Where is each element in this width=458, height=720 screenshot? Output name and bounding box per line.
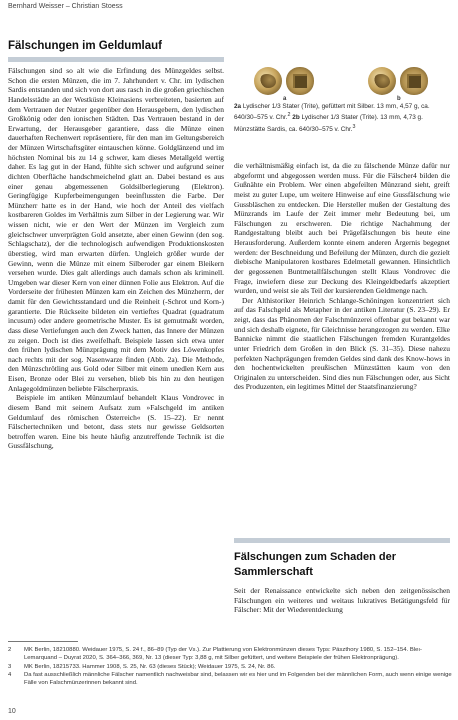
- section-bar: [234, 538, 450, 543]
- coin-image-a-obverse: [254, 67, 282, 95]
- section-title: Fälschungen im Geldumlauf: [8, 40, 162, 52]
- footnotes: [8, 646, 452, 687]
- caption-footnote-ref: 3: [352, 123, 356, 130]
- paragraph: Fälschungen sind so alt wie die Erfindung des Münzgeldes selbst. Schon die ersten Münzen, die im 7. Jahrhundert v. Chr. im lydischen Sardis entstanden und sich von dort aus rasch in die großen griechischen Handelsstädte an der Westküste Kleinasiens verbreiteten, basierten auf dem Vertrauen der Nutzer gegenüber den Herausgebern, den lydischen Großkönig oder den ionischen Städten. Das Vertrauen bestand in der Erwartung, der Herausgeber garantiere, dass die Münze einen dauerhaften Rechenwert repräsentiere, für den man im Geltungsbereich der Münzen Wirtschaftsgüter eintauschen könne. Goldglänzend und im höchsten Nominal bis zu 14 g schwer, kam dieses Metallgeld wertig daher. Es lag gut in der Hand, fühlte sich schwer und aufgrund seiner dichten Oberfläche handschmeichelnd glatt an. Dabei bestand es aus einer genau abgemessenen Goldsilberlegierung (Elektron). Geringfügige Kupferbeimengungen beeinflussten die Farbe. Der Münzherr hatte es in der Hand, wie hoch der Anteil des vielfach kostbareren Goldes im Verhältnis zum Silber in der Legierung war. Wir wissen nicht, wie er den Wert der Münzen im Vergleich zum gleichschwer unverprägten Gold ansetzte, aber einen Gewinn (den sog. Schlagschatz), der die technologisch aufwendigen Produktionskosten überstieg, wird man erwarten dürfen. Ungleich größer wurde der Gewinn, wenn die Münze mit einem Silberoder gar einem Bleikern versehen wurde. Dies galt allerdings auch damals schon als kriminell. Umgeben war dieser Kern von einer dünnen Folie aus Elektron. Auf die Vorderseite der frühesten Münzen kam ein Zeichen des Münzherrn, der damit für den Gewichtsstandard und die Reinheit (-Schrot und Korn-) garantierte. Die Rückseite bildeten ein vertieftes Quadrat (quadratum incusum) oder andere geometrische Muster. Es ist gemutmaßt worden, dass diese Vertiefungen auch den Zweck hatten, das Innere der Münzen zu zeigen. Doch ist dies zweifelhaft. Beispiele lassen sich etwa unter den frühen lydischen Münzprägung mit dem Motiv des Löwenkopfes nach rechts mit der sog. Nasenwarze finden (Abb. 2a). Die Methode, den Münzschrötling aus Gold oder Silber mit einem unedlen Kern aus Eisen, Bronze oder Blei zu versehen, blieb bis hin zu den heutigen Anlagegoldmünzen beliebte Fälscherpraxis.: [8, 66, 224, 393]
- footnote-text: Da fast ausschließlich männliche Fälscher namentlich nachweisbar sind, belassen wir es hier und im Folgenden bei der männlichen Form, auch wenn einige wenige Fälle von Falschmünzerinnen bekannt sind.: [24, 671, 452, 687]
- section-title: Fälschungen zum Schaden der Sammlerschaft: [234, 551, 396, 578]
- paragraph: Der Althistoriker Heinrich Schlange-Schöningen konzentriert sich auf das Falschgeld als Metapher in der antiken Literatur (S. 23–29). Er zeigt, dass das Phänomen der Falschmünzerei offenbar gut bekannt war und sich deshalb eignete, für Gleichnisse herangezogen zu werden. Elke Bannicke nimmt die staatlichen Fälschungen fremden Kurantgeldes unter Friedrich dem Großen in den Blick (S. 31–35). Diese nahezu perfekten Nachprägungen fremden Geldes sind dank des Know-hows in den hochentwickelten preußischen Münzstätten kaum von den Originalen zu unterscheiden. Sind dies nun Fälschungen oder, aus Sicht des Produzenten, ein legitimes Mittel der Staatsfinanzierung?: [234, 295, 450, 392]
- footnote: [8, 663, 452, 671]
- coin-label-b: b: [397, 96, 401, 102]
- coin-image-b-reverse: [400, 67, 428, 95]
- left-column: [8, 66, 224, 451]
- right-column: [234, 161, 450, 392]
- coin-figure: [234, 67, 450, 102]
- caption-text-a: Lydischer 1/3 Stater (Trite), gefüttert mit Silber. 13 mm, 4,57 g, ca. 640/30–575 v. Chr.: [234, 103, 430, 122]
- footnote-number: 3: [8, 663, 12, 670]
- coin-image-b-obverse: [368, 67, 396, 95]
- footnote: [8, 646, 452, 663]
- footnote: [8, 671, 452, 688]
- footnote-number: 4: [8, 671, 12, 678]
- footnote-text: MK Berlin, 18215733. Hammer 1908, S. 25, Nr. 63 (dieses Stück); Weidauer 1975, S. 24, Nr. 86.: [24, 663, 276, 670]
- footnote-number: 2: [8, 647, 12, 653]
- caption-footnote-ref: 2: [287, 112, 291, 119]
- right-column-continued: [234, 586, 450, 615]
- paragraph: Beispiele im antiken Münzumlauf behandelt Klaus Vondrovec in diesem Band mit seinem Aufsatz zum »Falschgeld im antiken Geldumlauf des römischen Österreich« (S. 15–22). Er nennt Fälschertechniken und betont, dass stets nur gewisse Geldsorten betroffen waren. Eine bis heute häufig anzutreffende Technik ist die Gussfälschung,: [8, 393, 224, 451]
- caption-text-b: Lydischer 1/3 Stater (Trite). 13 mm, 4,73 g. Münzstätte Sardis, ca. 640/30–575 v. Chr.: [234, 114, 423, 134]
- running-head: Bernhard Weisser – Christian Stoess: [8, 3, 123, 10]
- page-number: 10: [8, 708, 16, 715]
- coin-image-a-reverse: [286, 67, 314, 95]
- caption-num-a: 2a: [234, 103, 242, 110]
- figure-caption: [234, 102, 450, 134]
- paragraph: die verhältnismäßig einfach ist, da die zu fälschende Münze dafür nur abgeformt und abgegossen werden muss. Für die Fälscher4 bilden die Gußnähte ein Problem. Wer einen abgefeilten Münzrand sieht, greift meist zu guter Lupe, um weitere Hinweise auf eine Gussfälschung wie Gussbläschen zu entdecken. Die Hersteller mußen der Gestaltung des Münzrands im Laufe der Zeit immer mehr Bedeutung bei, um Fälschungen zu erschweren. Die richtige Nachahmung der Randgestaltung bleibt auch bei Prägefälschungen bis heute eine Herausforderung. Außerdem konnte einem anderen Ärgernis begegnet werden: der Beschneidung und Befeilung der Münzen, durch die gezielt diebische Manipulatoren kostbares Edelmetall gewannen. Hinsichtlich der gegossenen Buntmetallfälschungen stellt Klaus Vondrovec die Frage, inwiefern diese zur Deckung des Kleingeldbedarfs akzeptiert wurden, und weist sie als Teil der kursierenden Geldmenge nach.: [234, 161, 450, 296]
- footnote-rule: [8, 641, 78, 642]
- section-bar: [8, 57, 224, 62]
- caption-num-b: 2b: [292, 114, 300, 122]
- paragraph: Seit der Renaissance entwickelte sich neben den zeitgenössischen Fälschungen ein weiteres und weitaus lukratives Betätigungsfeld für Fälscher: Mit der Wiederentdeckung: [234, 586, 450, 615]
- footnote-text: MK Berlin, 18210880. Weidauer 1975, S. 24 f., 86–89 (Typ der Vs.). Zur Plattierung von Elektronmünzen dieses Typs: Pászthory 1980, S. 152–154. Bleı-Lemarquand – Duyrat 2020, S. 364–366, 369, Nr. 13 (dieser Typ: 3,88 g, mit Silber gefüttert, und weitere Beispiele der frühen Elektronprägung).: [24, 647, 422, 662]
- coin-label-a: a: [283, 96, 287, 102]
